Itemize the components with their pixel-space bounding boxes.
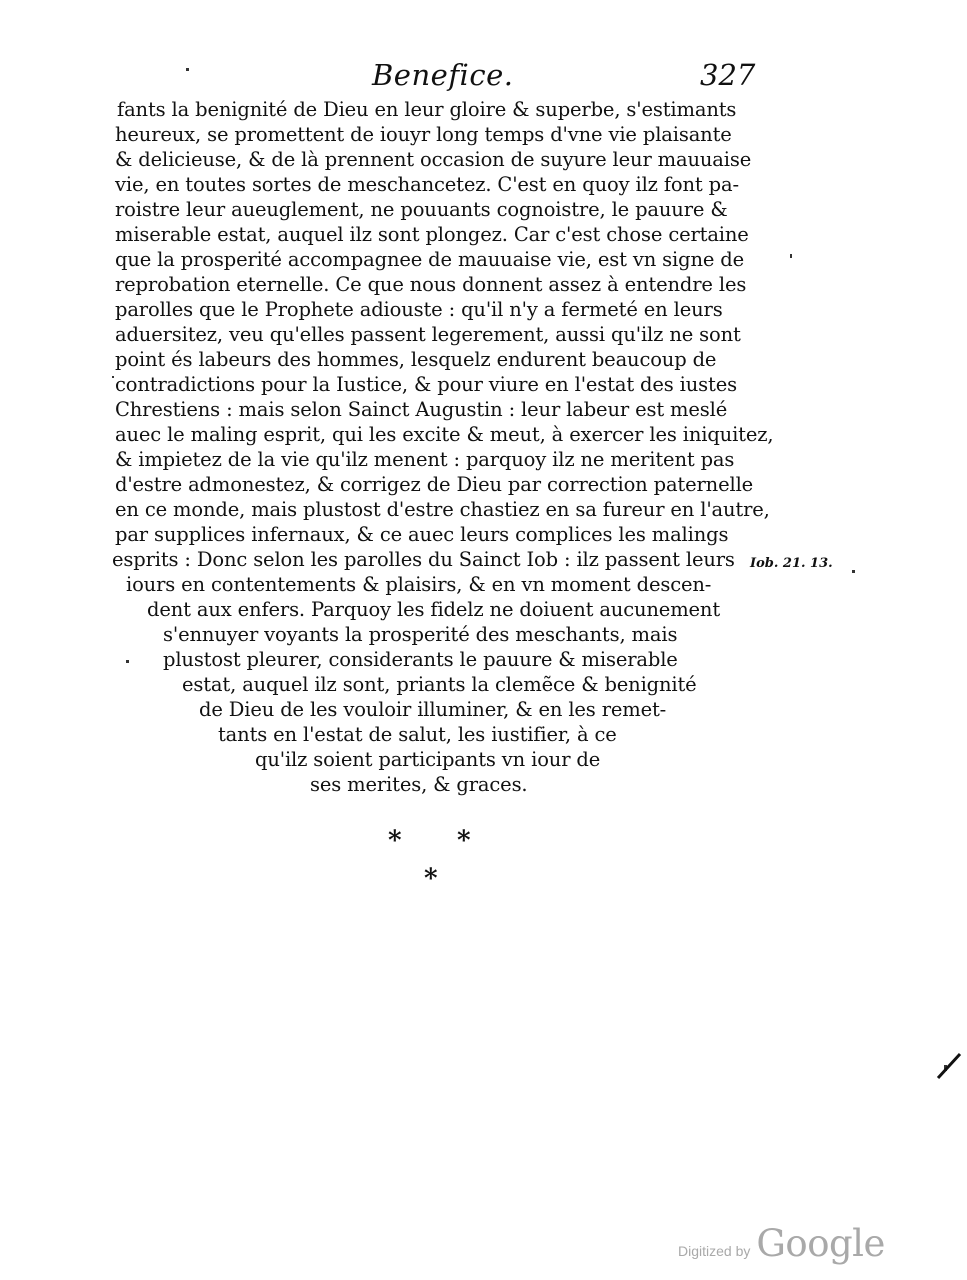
text-line: roistre leur aueuglement, ne pouuants cognoistre, le pauure &	[115, 198, 728, 221]
text-line: iours en contentements & plaisirs, & en vn moment descen-	[126, 573, 712, 596]
ornament-star: *	[388, 826, 402, 856]
text-line: fants la benignité de Dieu en leur gloire & superbe, s'estimants	[117, 98, 737, 121]
text-line: miserable estat, auquel ilz sont plongez. Car c'est chose certaine	[115, 223, 749, 246]
ornament-star: *	[424, 864, 438, 894]
text-line: estat, auquel ilz sont, priants la clemẽce & benignité	[182, 673, 697, 696]
text-line: tants en l'estat de salut, les iustifier, à ce	[218, 723, 617, 746]
digitized-label: Digitized by	[678, 1243, 751, 1259]
text-line: dent aux enfers. Parquoy les fidelz ne doiuent aucunement	[147, 598, 721, 621]
text-line: & impietez de la vie qu'ilz menent : parquoy ilz ne meritent pas	[115, 448, 735, 471]
text-line: Chrestiens : mais selon Sainct Augustin : leur labeur est meslé	[115, 398, 728, 421]
text-line: aduersitez, veu qu'elles passent legerement, aussi qu'ilz ne sont	[115, 323, 741, 346]
page-number: 327	[700, 58, 756, 92]
text-line: en ce monde, mais plustost d'estre chastiez en sa fureur en l'autre,	[115, 498, 770, 521]
text-line: plustost pleurer, considerants le pauure & miserable	[163, 648, 678, 671]
text-line: esprits : Donc selon les parolles du Sainct Iob : ilz passent leurs	[112, 548, 735, 571]
text-line: & delicieuse, & de là prennent occasion de suyure leur mauuaise	[115, 148, 752, 171]
text-line: point és labeurs des hommes, lesquelz endurent beaucoup de	[115, 348, 717, 371]
text-line: d'estre admonestez, & corrigez de Dieu par correction paternelle	[115, 473, 754, 496]
scan-speck	[186, 68, 189, 71]
text-line: de Dieu de les vouloir illuminer, & en les remet-	[199, 698, 667, 721]
text-line: qu'ilz soient participants vn iour de	[255, 748, 601, 771]
scan-speck	[852, 570, 855, 573]
text-line: s'ennuyer voyants la prosperité des meschants, mais	[163, 623, 678, 646]
running-head: Benefice.	[372, 58, 514, 92]
marginal-note: Iob. 21. 13.	[750, 556, 833, 571]
scan-mark	[934, 1050, 964, 1080]
text-line: parolles que le Prophete adiouste : qu'il n'y a fermeté en leurs	[115, 298, 723, 321]
digitized-by-google	[678, 1222, 885, 1265]
google-logo: Google	[756, 1222, 885, 1265]
text-line: par supplices infernaux, & ce auec leurs complices les malings	[115, 523, 729, 546]
scan-speck	[126, 660, 129, 663]
text-line: ses merites, & graces.	[310, 773, 528, 796]
text-line: reprobation eternelle. Ce que nous donnent assez à entendre les	[115, 273, 747, 296]
text-line: vie, en toutes sortes de meschancetez. C'est en quoy ilz font pa-	[115, 173, 739, 196]
scan-speck	[790, 254, 792, 258]
text-line: auec le maling esprit, qui les excite & meut, à exercer les iniquitez,	[115, 423, 774, 446]
text-line: contradictions pour la Iustice, & pour viure en l'estat des iustes	[115, 373, 737, 396]
scan-speck	[112, 376, 114, 378]
text-line: heureux, se promettent de iouyr long temps d'vne vie plaisante	[115, 123, 732, 146]
text-line: que la prosperité accompagnee de mauuaise vie, est vn signe de	[115, 248, 745, 271]
ornament-star: *	[457, 826, 471, 856]
